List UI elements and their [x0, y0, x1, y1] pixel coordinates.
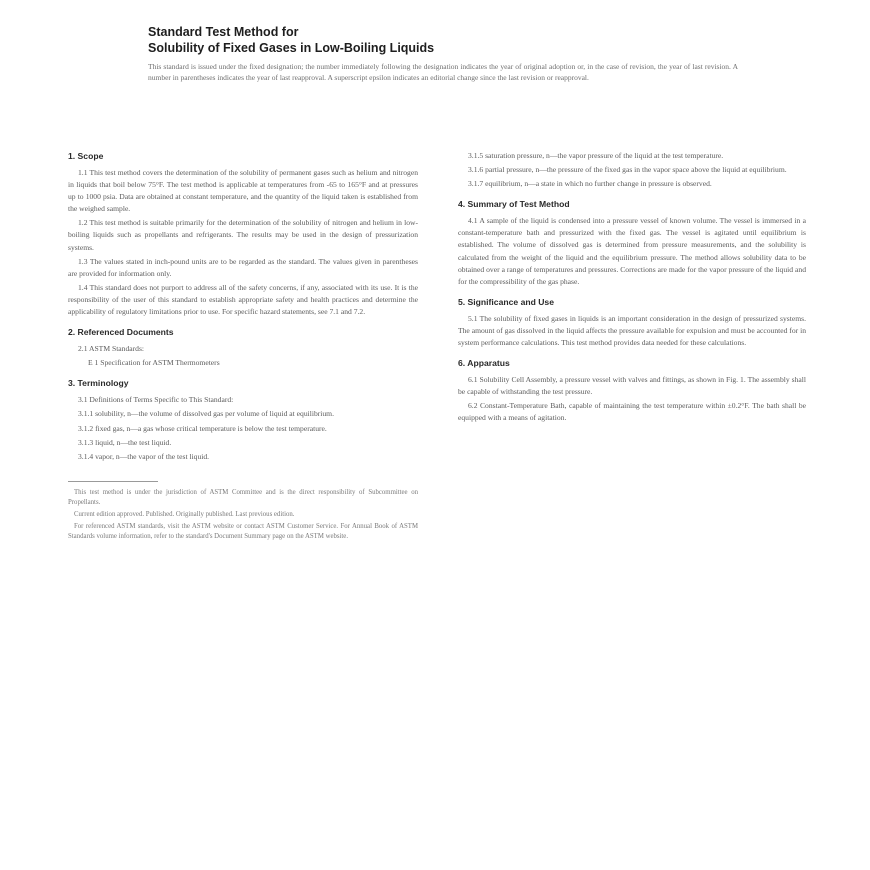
right-column — [458, 150, 806, 427]
footnotes — [68, 488, 418, 542]
title-line-2: Solubility of Fixed Gases in Low-Boiling Liquids — [148, 41, 435, 55]
paragraph-1-3: 1.3 The values stated in inch-pound units are to be regarded as the standard. The values given in parentheses are provided for information only. — [68, 256, 418, 278]
paragraph-3-1-4: 3.1.4 vapor, n—the vapor of the test liquid. — [78, 451, 210, 461]
footnote-divider — [68, 481, 158, 482]
document-title — [148, 24, 768, 56]
paragraph-4-1: 4.1 A sample of the liquid is condensed into a pressure vessel of known volume. The vessel is immersed in a constant-temperature bath and pressurized with the fixed gas. The vessel is agitated until equilibrium is established. The volume of dissolved gas is determined from pressure measurements, and the solubility is calculated from the weight of the liquid and the equilibrium pressure. The method allows solubility data to be obtained over a range of temperatures and pressures. Corrections are made for the vapor pressure of the liquid and for the compressibility of the gas phase. — [458, 216, 806, 286]
footnote-1: This test method is under the jurisdiction of ASTM Committee and is the direct responsibility of Subcommittee on Propellants. — [68, 488, 418, 506]
paragraph-1-2: 1.2 This test method is suitable primarily for the determination of the solubility of nitrogen and helium in low-boiling liquids such as propellants and refrigerants. The results may be used in the design of pressurization systems. — [68, 218, 418, 252]
paragraph-1-1: 1.1 This test method covers the determination of the solubility of permanent gases such as helium and nitrogen in liquids that boil below 75°F. The test method is applicable at temperatures from -65 to 165°F and at pressures up to 1000 psia. Data are obtained at constant temperature, and the quantity of the liquid taken is established from the weighed sample. — [68, 168, 418, 214]
paragraph-2-2: E 1 Specification for ASTM Thermometers — [88, 358, 220, 368]
section-heading-apparatus: 6. Apparatus — [458, 358, 510, 369]
paragraph-1-4: 1.4 This standard does not purport to address all of the safety concerns, if any, associated with its use. It is the responsibility of the user of this standard to establish appropriate safety and health practices and determine the applicability of regulatory limitations prior to use. For specific hazard statements, see 7.1 and 7.2. — [68, 282, 418, 317]
paragraph-3-1-1: 3.1.1 solubility, n—the volume of dissolved gas per volume of liquid at equilibrium. — [78, 409, 334, 419]
section-heading-referenced-documents: 2. Referenced Documents — [68, 327, 174, 338]
paragraph-3-1-6: 3.1.6 partial pressure, n—the pressure of the fixed gas in the vapor space above the liquid at equilibrium. — [468, 165, 787, 175]
paragraph-3-1-2: 3.1.2 fixed gas, n—a gas whose critical temperature is below the test temperature. — [78, 423, 327, 433]
paragraph-3-1: 3.1 Definitions of Terms Specific to This Standard: — [78, 395, 234, 405]
issue-note: This standard is issued under the fixed designation; the number immediately following the designation indicates the year of original adoption or, in the case of revision, the year of last revision. A number in parentheses indicates the year of last reapproval. A superscript epsilon indicates an editorial change since the last revision or reapproval. — [148, 62, 738, 82]
paragraph-5-1: 5.1 The solubility of fixed gases in liquids is an important consideration in the design of pressurized systems. The amount of gas dissolved in the liquid affects the pressure available for expulsion and must be accounted for in system performance calculations. This test method provides data needed for these calculations. — [458, 313, 806, 348]
title-line-1: Standard Test Method for — [148, 25, 299, 39]
section-heading-significance: 5. Significance and Use — [458, 296, 554, 307]
paragraph-3-1-7: 3.1.7 equilibrium, n—a state in which no further change in pressure is observed. — [468, 179, 712, 189]
section-heading-terminology: 3. Terminology — [68, 378, 129, 389]
paragraph-3-1-5: 3.1.5 saturation pressure, n—the vapor pressure of the liquid at the test temperature. — [468, 151, 724, 160]
paragraph-6-2: 6.2 Constant-Temperature Bath, capable of maintaining the test temperature within ±0.2°F. The bath shall be equipped with a means of agitation. — [458, 401, 806, 423]
paragraph-2-1: 2.1 ASTM Standards: — [78, 344, 145, 354]
section-heading-scope: 1. Scope — [68, 151, 104, 161]
paragraph-6-1: 6.1 Solubility Cell Assembly, a pressure vessel with valves and fittings, as shown in Fig. 1. The assembly shall be capable of withstanding the test pressure. — [458, 375, 806, 397]
left-column — [68, 150, 418, 544]
paragraph-3-1-3: 3.1.3 liquid, n—the test liquid. — [78, 437, 172, 447]
section-heading-summary: 4. Summary of Test Method — [458, 199, 570, 210]
footnote-2: Current edition approved. Published. Originally published. Last previous edition. — [74, 510, 295, 518]
footnote-3: For referenced ASTM standards, visit the ASTM website or contact ASTM Customer Service. For Annual Book of ASTM Standards volume information, refer to the standard's Document Summary page on the ASTM website. — [68, 522, 418, 540]
